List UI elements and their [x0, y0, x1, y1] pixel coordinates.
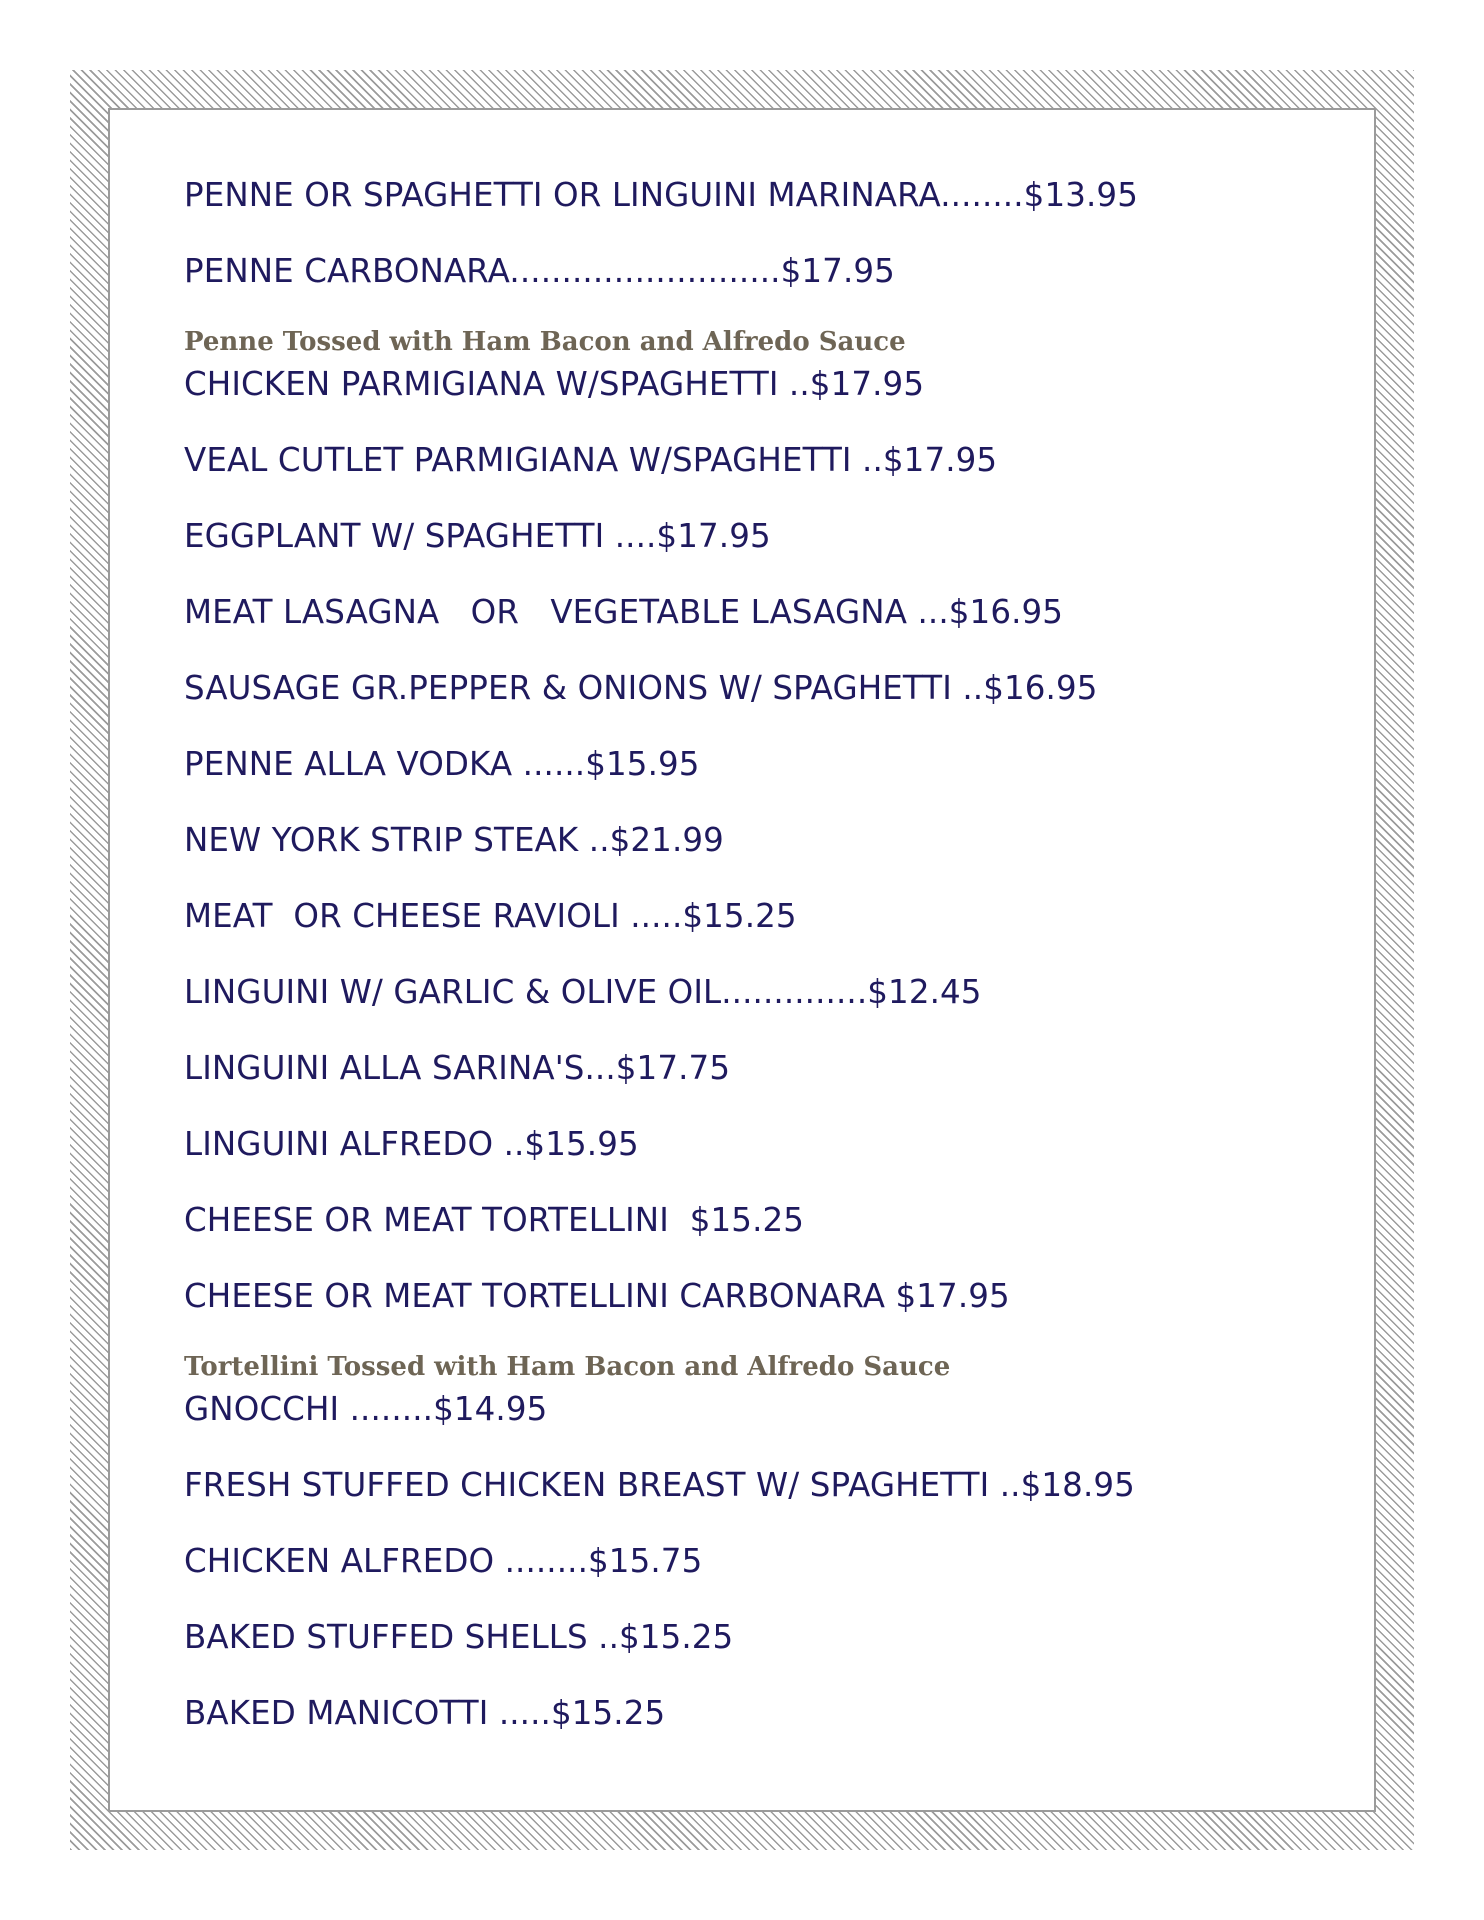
menu-item-name: CHEESE OR MEAT TORTELLINI $15.25 — [184, 1201, 805, 1239]
menu-item-name: NEW YORK STRIP STEAK ..$21.99 — [184, 821, 724, 859]
menu-item-name: SAUSAGE GR.PEPPER & ONIONS W/ SPAGHETTI ..$16.95 — [184, 669, 1098, 707]
menu-item-name: VEAL CUTLET PARMIGIANA W/SPAGHETTI ..$17.95 — [184, 441, 998, 479]
menu-item-name: GNOCCHI ........$14.95 — [184, 1390, 548, 1428]
menu-item-name: BAKED STUFFED SHELLS ..$15.25 — [184, 1618, 734, 1656]
menu-item-description: Tortellini Tossed with Ham Bacon and Alfredo Sauce — [184, 1352, 951, 1382]
menu-item-name: LINGUINI W/ GARLIC & OLIVE OIL..............$12.45 — [184, 973, 982, 1011]
menu-item-name: MEAT OR CHEESE RAVIOLI .....$15.25 — [184, 897, 797, 935]
menu-item-name: CHICKEN ALFREDO ........$15.75 — [184, 1542, 703, 1580]
menu-item-name: PENNE OR SPAGHETTI OR LINGUINI MARINARA........$13.95 — [184, 176, 1138, 214]
menu-item-name: LINGUINI ALLA SARINA'S...$17.75 — [184, 1049, 731, 1087]
menu-item-description: Penne Tossed with Ham Bacon and Alfredo Sauce — [184, 327, 906, 357]
menu-item-name: PENNE ALLA VODKA ......$15.95 — [184, 745, 700, 783]
menu-item-name: EGGPLANT W/ SPAGHETTI ....$17.95 — [184, 517, 771, 555]
menu-item-name: PENNE CARBONARA..........................$17.95 — [184, 252, 895, 290]
menu-item-name: MEAT LASAGNA OR VEGETABLE LASAGNA ...$16.95 — [184, 593, 1064, 631]
menu-item-name: BAKED MANICOTTI .....$15.25 — [184, 1694, 666, 1732]
menu-item — [184, 1657, 665, 1769]
menu-item-name: CHEESE OR MEAT TORTELLINI CARBONARA $17.95 — [184, 1277, 1010, 1315]
menu-item-name: CHICKEN PARMIGIANA W/SPAGHETTI ..$17.95 — [184, 365, 925, 403]
menu-item-name: FRESH STUFFED CHICKEN BREAST W/ SPAGHETTI ..$18.95 — [184, 1466, 1135, 1504]
menu-item-name: LINGUINI ALFREDO ..$15.95 — [184, 1125, 639, 1163]
